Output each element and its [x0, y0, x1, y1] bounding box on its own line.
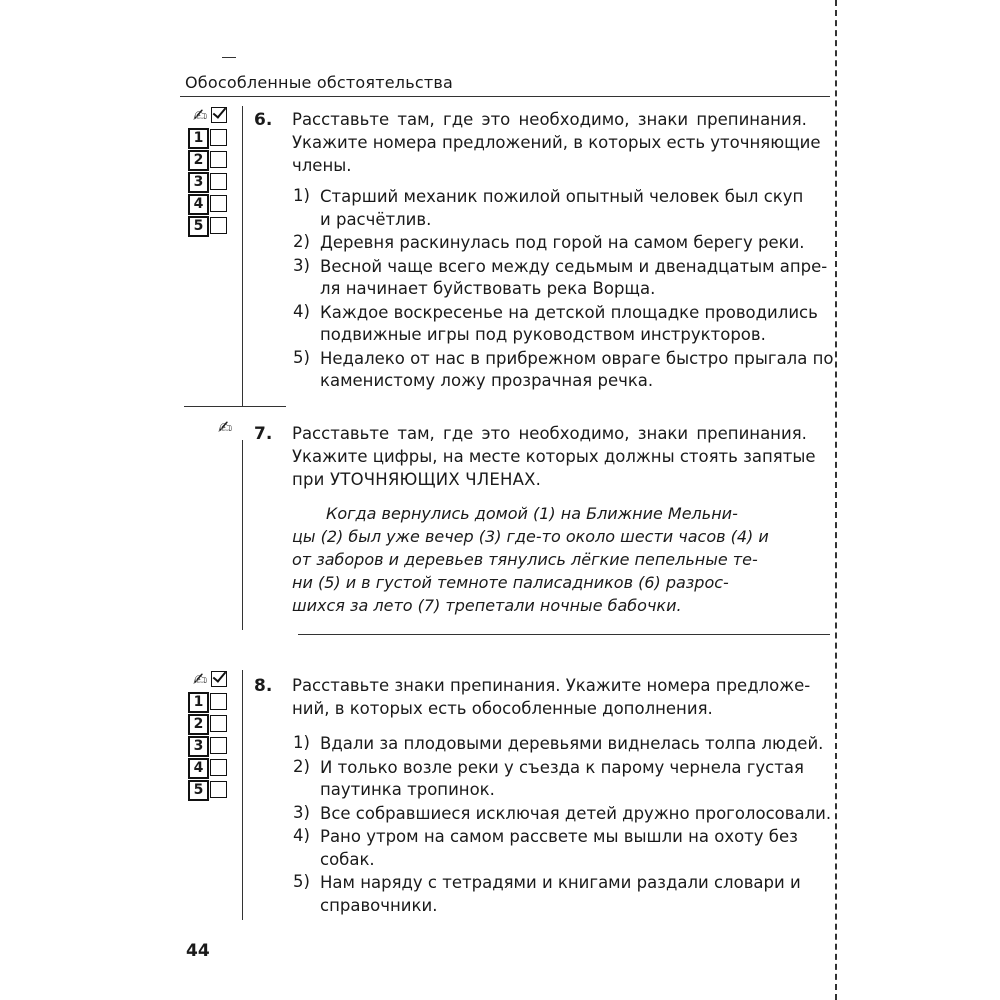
item-text [320, 803, 831, 826]
instruction-line: Расставьте там, где это необходимо, знаки препинания. [292, 110, 807, 129]
item-text [320, 757, 804, 802]
task-8-margin-line [242, 670, 243, 920]
task-7-number: 7. [254, 424, 273, 444]
item-line: Все собравшиеся исключая детей дружно проголосовали. [320, 803, 832, 823]
item-text [320, 733, 823, 756]
item-text [320, 232, 805, 255]
item-text [320, 872, 801, 917]
running-head: Обособленные обстоятельства [185, 73, 454, 92]
item-text [320, 826, 798, 871]
answer-checkbox[interactable] [210, 195, 227, 212]
instruction-line: Укажите цифры, на месте которых должны стоять запятые [292, 447, 816, 466]
item-number: 2) [293, 232, 310, 251]
pen-icon: ✍ [218, 418, 233, 438]
instruction-line: члены. [292, 156, 352, 175]
header-rule [180, 96, 830, 97]
instruction-line: Укажите номера предложений, в которых есть уточняющие [292, 133, 821, 152]
answer-number: 4 [188, 758, 209, 779]
task-7-margin-line [242, 440, 243, 630]
item-number: 5) [293, 347, 310, 367]
item-number: 1) [293, 733, 310, 752]
header-mark [222, 57, 236, 58]
pen-icon: ✍ [193, 670, 208, 690]
answer-checkbox[interactable] [210, 151, 227, 168]
item-line: подвижные игры под руководством инструкторов. [320, 325, 766, 344]
task-8-instruction [292, 674, 826, 720]
pen-icon: ✍ [193, 106, 208, 126]
item-number: 1) [293, 186, 310, 205]
task-7-icons [218, 418, 234, 438]
separator [298, 634, 830, 635]
page-number: 44 [186, 941, 210, 961]
item-text [320, 186, 803, 231]
item-line: И только возле реки у съезда к парому чернела густая [320, 757, 804, 777]
checkbox-icon [211, 671, 227, 687]
answer-checkbox[interactable] [210, 759, 227, 776]
task-7-passage [292, 502, 826, 617]
answer-number: 3 [188, 736, 209, 757]
item-number: 2) [293, 756, 310, 776]
task-8-number: 8. [254, 676, 273, 696]
item-line: и расчётлив. [320, 209, 432, 229]
instruction-line: Расставьте там, где это необходимо, знаки препинания. [292, 424, 807, 443]
answer-checkbox[interactable] [210, 737, 227, 754]
item-text [320, 348, 833, 393]
answer-checkbox[interactable] [210, 217, 227, 234]
item-number: 4) [293, 826, 310, 845]
task-6-number: 6. [254, 110, 273, 130]
item-line: Каждое воскресенье на детской площадке проводились [320, 302, 818, 322]
answer-checkbox[interactable] [210, 715, 227, 732]
task-6-margin-line [242, 106, 243, 406]
instruction-line: ний, в которых есть обособленные дополнения. [292, 699, 713, 718]
item-line: Рано утром на самом рассвете мы вышли на охоту без [320, 827, 798, 846]
item-number: 4) [293, 301, 310, 321]
item-line: Недалеко от нас в прибрежном овраге быстро прыгала по [320, 348, 834, 368]
passage-line: шихся за лето (7) трепетали ночные бабочки. [292, 596, 682, 615]
passage-line: цы (2) был уже вечер (3) где-то около шести часов (4) и [292, 527, 769, 546]
answer-number: 1 [188, 128, 209, 149]
item-text [320, 256, 827, 301]
answer-checkbox[interactable] [210, 129, 227, 146]
answer-number: 1 [188, 692, 209, 713]
instruction-line: при УТОЧНЯЮЩИХ ЧЛЕНАХ. [292, 470, 542, 489]
separator [184, 406, 286, 407]
item-line: Старший механик пожилой опытный человек был скуп [320, 187, 804, 206]
checkbox-icon [211, 107, 227, 123]
item-line: каменистому ложу прозрачная речка. [320, 371, 654, 390]
item-number: 3) [293, 255, 310, 275]
task-8-icons [193, 670, 227, 690]
item-text [320, 302, 818, 347]
answer-number: 5 [188, 216, 209, 237]
task-7-instruction [292, 422, 826, 491]
item-line: собак. [320, 849, 375, 869]
answer-checkbox[interactable] [210, 781, 227, 798]
answer-checkbox[interactable] [210, 693, 227, 710]
task-6-icons [193, 106, 227, 126]
answer-checkbox[interactable] [210, 173, 227, 190]
cut-line [835, 0, 837, 1000]
answer-number: 2 [188, 714, 209, 735]
answer-number: 3 [188, 172, 209, 193]
passage-line: Когда вернулись домой (1) на Ближние Мельни- [326, 504, 738, 523]
item-line: паутинка тропинок. [320, 780, 495, 799]
item-line: Весной чаще всего между седьмым и двенадцатым апре- [320, 256, 828, 276]
answer-number: 2 [188, 150, 209, 171]
item-line: Нам наряду с тетрадями и книгами раздали словари и [320, 873, 801, 892]
task-6-instruction [292, 108, 826, 177]
instruction-line: Расставьте знаки препинания. Укажите номера предложе- [292, 676, 811, 695]
item-line: Деревня раскинулась под горой на самом берегу реки. [320, 233, 805, 252]
item-line: справочники. [320, 895, 438, 915]
answer-number: 5 [188, 780, 209, 801]
passage-line: от заборов и деревьев тянулись лёгкие пепельные те- [292, 550, 758, 569]
passage-line: ни (5) и в густой темноте палисадников (6) разрос- [292, 573, 729, 592]
answer-number: 4 [188, 194, 209, 215]
item-line: Вдали за плодовыми деревьями виднелась толпа людей. [320, 734, 824, 753]
item-line: ля начинает буйствовать река Ворща. [320, 279, 656, 298]
item-number: 3) [293, 802, 310, 822]
item-number: 5) [293, 872, 310, 891]
